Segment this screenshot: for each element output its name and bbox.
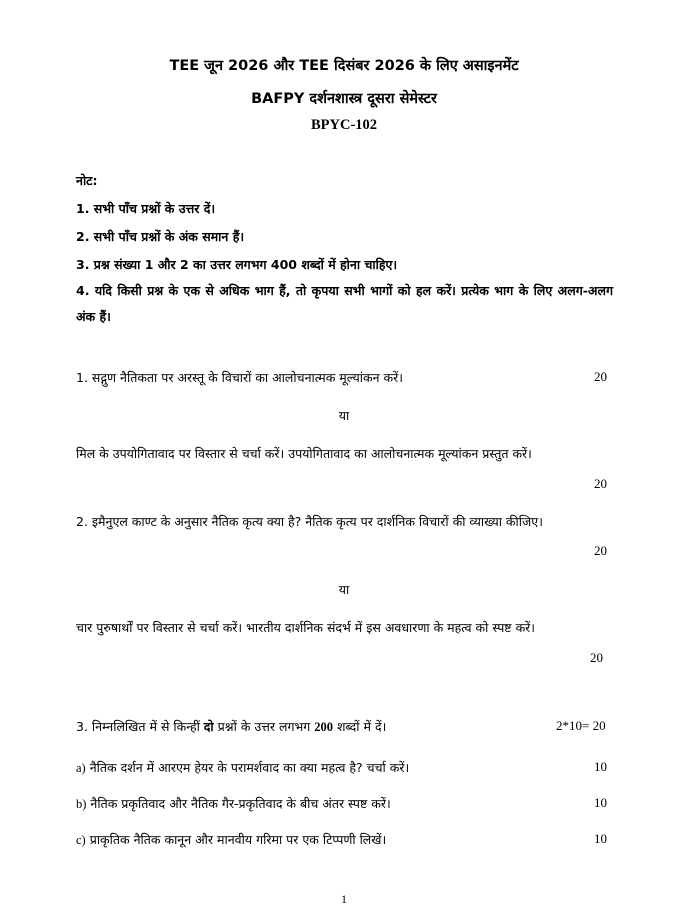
note-item: 3. प्रश्न संख्या 1 और 2 का उत्तर लगभग 400 शब्दों में होना चाहिए। bbox=[76, 257, 398, 272]
page-number: 1 bbox=[341, 892, 347, 906]
question-text bbox=[76, 718, 386, 735]
sub-question-text: नैतिक दर्शन में आरएम हेयर के परामर्शवाद का क्या महत्व है? चर्चा करें। bbox=[89, 760, 410, 775]
question-text-bold: दो bbox=[203, 719, 214, 734]
note-item: 1. सभी पाँच प्रश्नों के उत्तर दें। bbox=[76, 201, 216, 216]
sub-question-text: प्राकृतिक नैतिक कानून और मानवीय गरिमा पर एक टिप्पणी लिखें। bbox=[89, 832, 387, 847]
sub-question-text: नैतिक प्रकृतिवाद और नैतिक गैर-प्रकृतिवाद के बीच अंतर स्पष्ट करें। bbox=[90, 796, 391, 811]
notes-title: नोट: bbox=[76, 173, 98, 188]
question-text-part: शब्दों में दें। bbox=[333, 719, 387, 734]
note-item: 4. यदि किसी प्रश्न के एक से अधिक भाग हैं, तो कृपया सभी भागों को हल करें। प्रत्येक भाग के लिए अलग-अलग अंक हैं। bbox=[76, 283, 613, 324]
or-separator: या bbox=[338, 582, 350, 597]
note-item: 2. सभी पाँच प्रश्नों के अंक समान हैं। bbox=[76, 229, 245, 244]
sub-question-label: a) bbox=[76, 761, 86, 775]
course-title: BAFPY दर्शनशास्त्र दूसरा सेमेस्टर bbox=[251, 91, 437, 107]
question-marks: 20 bbox=[590, 650, 603, 665]
sub-question-label: b) bbox=[76, 797, 87, 811]
question-text-bold: 200 bbox=[314, 720, 334, 734]
question-text-part: 3. निम्नलिखित में से किन्हीं bbox=[76, 719, 204, 734]
sub-question bbox=[76, 795, 391, 812]
assignment-title: TEE जून 2026 और TEE दिसंबर 2026 के लिए असाइनमेंट bbox=[169, 58, 519, 74]
sub-question bbox=[76, 831, 386, 848]
or-separator: या bbox=[338, 408, 350, 423]
question-marks: 10 bbox=[594, 759, 607, 774]
question-text: मिल के उपयोगितावाद पर विस्तार से चर्चा करें। उपयोगितावाद का आलोचनात्मक मूल्यांकन प्रस्तुत करें। bbox=[76, 446, 532, 461]
sub-question bbox=[76, 759, 409, 776]
question-marks: 10 bbox=[594, 831, 607, 846]
question-marks: 20 bbox=[594, 369, 607, 384]
sub-question-label: c) bbox=[76, 833, 86, 847]
question-text: 1. सद्गुण नैतिकता पर अरस्तू के विचारों का आलोचनात्मक मूल्यांकन करें। bbox=[76, 370, 403, 385]
question-text: चार पुरुषार्थों पर विस्तार से चर्चा करें। भारतीय दार्शनिक संदर्भ में इस अवधारणा के महत्व को स्पष्ट करें। bbox=[76, 620, 536, 635]
question-text-part: प्रश्नों के उत्तर लगभग bbox=[213, 719, 315, 734]
question-marks: 20 bbox=[594, 476, 607, 491]
question-marks: 2*10= 20 bbox=[556, 718, 606, 733]
question-marks: 10 bbox=[594, 795, 607, 810]
course-code: BPYC-102 bbox=[310, 117, 378, 133]
question-text: 2. इमैनुएल काण्ट के अनुसार नैतिक कृत्य क्या है? नैतिक कृत्य पर दार्शनिक विचारों की व्याख्या कीजिए। bbox=[76, 514, 543, 529]
question-marks: 20 bbox=[594, 543, 607, 558]
